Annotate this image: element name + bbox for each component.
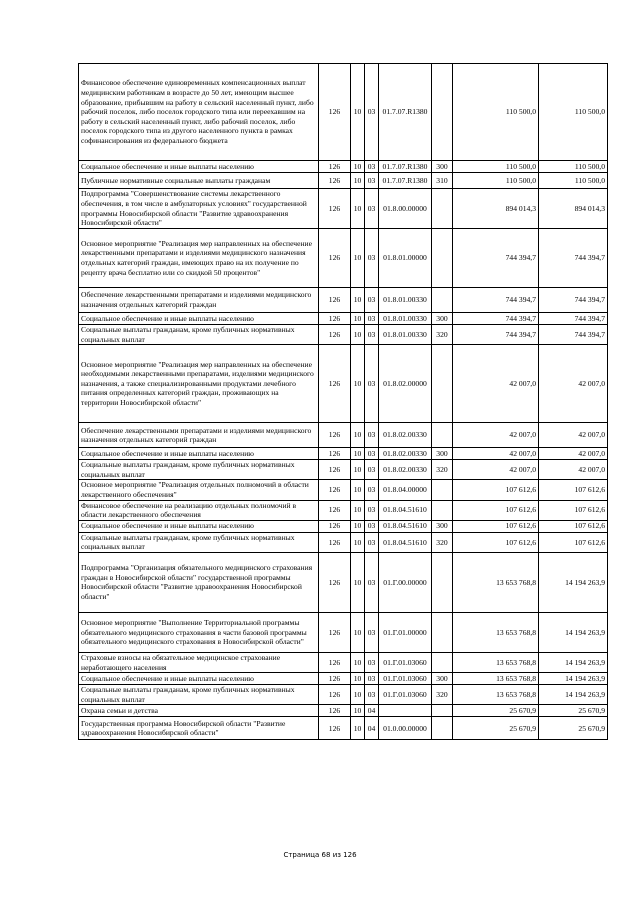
page-number: Страница 68 из 126 (283, 851, 357, 859)
row-sum-year-2: 107 612,6 (539, 532, 608, 552)
table-row (79, 288, 608, 313)
table-row (79, 705, 608, 717)
row-sum-year-2: 14 194 263,9 (539, 612, 608, 652)
row-subsection-code: 03 (365, 173, 379, 189)
row-sum-year-2: 107 612,6 (539, 480, 608, 500)
row-sum-year-2: 14 194 263,9 (539, 652, 608, 672)
row-section-code: 10 (351, 189, 365, 229)
row-ved-code: 126 (319, 552, 351, 612)
row-subsection-code: 03 (365, 313, 379, 325)
row-sum-year-1: 42 007,0 (453, 448, 539, 460)
row-name: Основное мероприятие "Выполнение Территориальной программы обязательного медицинского страхования в части базовой программы обязательного медицинского страхования в Новосибирской области" (79, 612, 319, 652)
row-sum-year-1: 42 007,0 (453, 345, 539, 423)
row-subsection-code: 04 (365, 705, 379, 717)
row-expense-type (432, 189, 453, 229)
row-sum-year-1: 110 500,0 (453, 161, 539, 173)
row-name: Социальные выплаты гражданам, кроме публичных нормативных социальных выплат (79, 532, 319, 552)
table-row (79, 520, 608, 532)
row-ved-code: 126 (319, 423, 351, 448)
table-row (79, 552, 608, 612)
row-ved-code: 126 (319, 612, 351, 652)
row-name: Социальное обеспечение и иные выплаты населению (79, 313, 319, 325)
row-sum-year-2: 107 612,6 (539, 500, 608, 520)
row-section-code: 10 (351, 448, 365, 460)
row-subsection-code: 03 (365, 448, 379, 460)
table-row (79, 161, 608, 173)
row-sum-year-2: 110 500,0 (539, 64, 608, 161)
row-expense-type (432, 229, 453, 288)
row-expense-type (432, 345, 453, 423)
row-ved-code: 126 (319, 500, 351, 520)
row-expense-type: 320 (432, 532, 453, 552)
table-row (79, 423, 608, 448)
row-target-article: 01.Г.01.03060 (379, 652, 432, 672)
row-subsection-code: 03 (365, 552, 379, 612)
row-sum-year-1: 25 670,9 (453, 717, 539, 740)
row-ved-code: 126 (319, 173, 351, 189)
row-name: Обеспечение лекарственными препаратами и изделиями медицинского назначения отдельных категорий граждан (79, 423, 319, 448)
row-section-code: 10 (351, 673, 365, 685)
table-row (79, 500, 608, 520)
row-sum-year-1: 744 394,7 (453, 313, 539, 325)
row-ved-code: 126 (319, 480, 351, 500)
table-row (79, 325, 608, 345)
row-sum-year-2: 110 500,0 (539, 173, 608, 189)
row-subsection-code: 03 (365, 652, 379, 672)
row-ved-code: 126 (319, 717, 351, 740)
row-target-article: 01.Г.00.00000 (379, 552, 432, 612)
row-subsection-code: 03 (365, 161, 379, 173)
row-section-code: 10 (351, 460, 365, 480)
row-sum-year-2: 744 394,7 (539, 288, 608, 313)
row-section-code: 10 (351, 612, 365, 652)
row-name: Подпрограмма "Организация обязательного медицинского страхования граждан в Новосибирской области" государственной программы Новосибирской области "Развитие здравоохранения Новосибирской области" (79, 552, 319, 612)
row-sum-year-1: 107 612,6 (453, 500, 539, 520)
row-section-code: 10 (351, 705, 365, 717)
row-subsection-code: 03 (365, 520, 379, 532)
row-expense-type (432, 480, 453, 500)
row-section-code: 10 (351, 229, 365, 288)
row-section-code: 10 (351, 532, 365, 552)
row-sum-year-1: 42 007,0 (453, 460, 539, 480)
row-section-code: 10 (351, 288, 365, 313)
row-sum-year-2: 107 612,6 (539, 520, 608, 532)
row-target-article: 01.7.07.R1380 (379, 64, 432, 161)
table-row (79, 448, 608, 460)
row-name: Подпрограмма "Совершенствование системы лекарственного обеспечения, в том числе в амбулаторных условиях" государственной программы Новосибирской области "Развитие здравоохранения Новосибирской области" (79, 189, 319, 229)
table-row (79, 612, 608, 652)
row-expense-type (432, 652, 453, 672)
row-expense-type: 310 (432, 173, 453, 189)
row-name: Социальное обеспечение и иные выплаты населению (79, 673, 319, 685)
row-sum-year-2: 744 394,7 (539, 229, 608, 288)
row-ved-code: 126 (319, 229, 351, 288)
table-row (79, 173, 608, 189)
row-target-article: 01.Г.01.03060 (379, 685, 432, 705)
row-sum-year-1: 13 653 768,8 (453, 612, 539, 652)
row-target-article: 01.7.07.R1380 (379, 161, 432, 173)
row-section-code: 10 (351, 652, 365, 672)
row-ved-code: 126 (319, 673, 351, 685)
row-expense-type: 300 (432, 673, 453, 685)
row-section-code: 10 (351, 423, 365, 448)
row-sum-year-1: 107 612,6 (453, 520, 539, 532)
budget-table (78, 63, 608, 740)
row-target-article: 01.8.01.00000 (379, 229, 432, 288)
row-subsection-code: 03 (365, 500, 379, 520)
row-target-article: 01.8.01.00330 (379, 288, 432, 313)
table-row (79, 64, 608, 161)
row-target-article: 01.8.04.51610 (379, 532, 432, 552)
row-target-article: 01.8.01.00330 (379, 313, 432, 325)
row-sum-year-1: 107 612,6 (453, 480, 539, 500)
row-ved-code: 126 (319, 685, 351, 705)
table-row (79, 532, 608, 552)
row-sum-year-1: 744 394,7 (453, 229, 539, 288)
row-name: Финансовое обеспечение единовременных компенсационных выплат медицинским работникам в возрасте до 50 лет, имеющим высшее образование, прибывшим на работу в сельский населенный пункт, либо рабочий поселок, либо поселок городского типа или переехавшим на работу в сельский населенный пункт, либо рабочий поселок, либо поселок городского типа из другого населенного пункта в рамках софинансирования из федерального бюджета (79, 64, 319, 161)
row-expense-type: 320 (432, 685, 453, 705)
row-name: Охрана семьи и детства (79, 705, 319, 717)
row-section-code: 10 (351, 500, 365, 520)
row-name: Социальные выплаты гражданам, кроме публичных нормативных социальных выплат (79, 460, 319, 480)
table-row (79, 480, 608, 500)
row-sum-year-2: 42 007,0 (539, 423, 608, 448)
row-name: Основное мероприятие "Реализация отдельных полномочий в области лекарственного обеспечения" (79, 480, 319, 500)
row-section-code: 10 (351, 480, 365, 500)
row-sum-year-1: 744 394,7 (453, 288, 539, 313)
row-sum-year-1: 42 007,0 (453, 423, 539, 448)
row-sum-year-1: 25 670,9 (453, 705, 539, 717)
row-sum-year-2: 894 014,3 (539, 189, 608, 229)
row-ved-code: 126 (319, 288, 351, 313)
row-section-code: 10 (351, 64, 365, 161)
row-ved-code: 126 (319, 313, 351, 325)
row-expense-type: 300 (432, 520, 453, 532)
row-expense-type (432, 500, 453, 520)
row-sum-year-2: 110 500,0 (539, 161, 608, 173)
row-section-code: 10 (351, 325, 365, 345)
row-expense-type (432, 288, 453, 313)
row-subsection-code: 03 (365, 673, 379, 685)
row-subsection-code: 04 (365, 717, 379, 740)
row-sum-year-1: 744 394,7 (453, 325, 539, 345)
row-name: Обеспечение лекарственными препаратами и изделиями медицинского назначения отдельных категорий граждан (79, 288, 319, 313)
row-sum-year-2: 744 394,7 (539, 313, 608, 325)
row-sum-year-2: 42 007,0 (539, 345, 608, 423)
row-name: Основное мероприятие "Реализация мер направленных на обеспечение необходимыми лекарственными препаратами, изделиями медицинского назначения, а также специализированными продуктами лечебного питания определенных категорий граждан, проживающих на территории Новосибирской области" (79, 345, 319, 423)
row-target-article: 01.8.01.00330 (379, 325, 432, 345)
row-section-code: 10 (351, 717, 365, 740)
row-name: Социальное обеспечение и иные выплаты населению (79, 520, 319, 532)
row-expense-type (432, 552, 453, 612)
row-ved-code: 126 (319, 448, 351, 460)
row-sum-year-2: 42 007,0 (539, 460, 608, 480)
row-target-article: 01.0.00.00000 (379, 717, 432, 740)
row-expense-type: 300 (432, 313, 453, 325)
row-subsection-code: 03 (365, 325, 379, 345)
row-expense-type: 320 (432, 325, 453, 345)
row-target-article: 01.7.07.R1380 (379, 173, 432, 189)
row-expense-type: 300 (432, 161, 453, 173)
row-expense-type: 320 (432, 460, 453, 480)
row-section-code: 10 (351, 520, 365, 532)
row-ved-code: 126 (319, 532, 351, 552)
row-sum-year-2: 25 670,9 (539, 705, 608, 717)
row-section-code: 10 (351, 685, 365, 705)
row-section-code: 10 (351, 313, 365, 325)
row-section-code: 10 (351, 345, 365, 423)
row-ved-code: 126 (319, 705, 351, 717)
table-row (79, 189, 608, 229)
row-ved-code: 126 (319, 652, 351, 672)
row-subsection-code: 03 (365, 189, 379, 229)
row-name: Социальные выплаты гражданам, кроме публичных нормативных социальных выплат (79, 325, 319, 345)
row-sum-year-1: 13 653 768,8 (453, 652, 539, 672)
row-subsection-code: 03 (365, 229, 379, 288)
row-name: Основное мероприятие "Реализация мер направленных на обеспечение лекарственными препаратами и изделиями медицинского назначения отдельных категорий граждан, имеющих право на их получение по рецепту врача бесплатно или со скидкой 50 процентов" (79, 229, 319, 288)
row-sum-year-1: 110 500,0 (453, 173, 539, 189)
row-name: Государственная программа Новосибирской области "Развитие здравоохранения Новосибирской области" (79, 717, 319, 740)
row-sum-year-1: 13 653 768,8 (453, 673, 539, 685)
row-name: Социальное обеспечение и иные выплаты населению (79, 448, 319, 460)
row-sum-year-1: 13 653 768,8 (453, 552, 539, 612)
row-sum-year-1: 107 612,6 (453, 532, 539, 552)
row-ved-code: 126 (319, 161, 351, 173)
table-row (79, 717, 608, 740)
row-ved-code: 126 (319, 189, 351, 229)
table-row (79, 229, 608, 288)
budget-table-body (79, 64, 608, 740)
row-subsection-code: 03 (365, 288, 379, 313)
row-target-article: 01.8.02.00000 (379, 345, 432, 423)
row-target-article: 01.Г.01.00000 (379, 612, 432, 652)
row-subsection-code: 03 (365, 460, 379, 480)
row-name: Публичные нормативные социальные выплаты гражданам (79, 173, 319, 189)
row-subsection-code: 03 (365, 532, 379, 552)
row-ved-code: 126 (319, 325, 351, 345)
table-row (79, 652, 608, 672)
row-target-article: 01.8.04.51610 (379, 500, 432, 520)
row-sum-year-1: 894 014,3 (453, 189, 539, 229)
row-sum-year-2: 744 394,7 (539, 325, 608, 345)
row-ved-code: 126 (319, 460, 351, 480)
row-target-article: 01.8.02.00330 (379, 423, 432, 448)
row-target-article: 01.8.04.51610 (379, 520, 432, 532)
row-sum-year-1: 110 500,0 (453, 64, 539, 161)
row-name: Социальное обеспечение и иные выплаты населению (79, 161, 319, 173)
row-expense-type (432, 423, 453, 448)
row-name: Страховые взносы на обязательное медицинское страхование неработающего населения (79, 652, 319, 672)
table-row (79, 460, 608, 480)
row-expense-type (432, 717, 453, 740)
table-row (79, 345, 608, 423)
row-subsection-code: 03 (365, 685, 379, 705)
row-ved-code: 126 (319, 64, 351, 161)
row-expense-type (432, 705, 453, 717)
row-subsection-code: 03 (365, 480, 379, 500)
row-sum-year-1: 13 653 768,8 (453, 685, 539, 705)
row-subsection-code: 03 (365, 612, 379, 652)
row-sum-year-2: 14 194 263,9 (539, 673, 608, 685)
row-ved-code: 126 (319, 345, 351, 423)
row-target-article: 01.8.04.00000 (379, 480, 432, 500)
row-target-article: 01.8.02.00330 (379, 448, 432, 460)
row-ved-code: 126 (319, 520, 351, 532)
row-subsection-code: 03 (365, 423, 379, 448)
row-section-code: 10 (351, 552, 365, 612)
row-target-article: 01.8.02.00330 (379, 460, 432, 480)
row-sum-year-2: 14 194 263,9 (539, 685, 608, 705)
row-sum-year-2: 42 007,0 (539, 448, 608, 460)
row-expense-type (432, 64, 453, 161)
row-name: Социальные выплаты гражданам, кроме публичных нормативных социальных выплат (79, 685, 319, 705)
row-expense-type (432, 612, 453, 652)
row-target-article: 01.8.00.00000 (379, 189, 432, 229)
row-name: Финансовое обеспечение на реализацию отдельных полномочий в области лекарственного обеспечения (79, 500, 319, 520)
row-subsection-code: 03 (365, 345, 379, 423)
row-subsection-code: 03 (365, 64, 379, 161)
row-section-code: 10 (351, 173, 365, 189)
row-target-article: 01.Г.01.03060 (379, 673, 432, 685)
row-target-article (379, 705, 432, 717)
row-section-code: 10 (351, 161, 365, 173)
table-row (79, 673, 608, 685)
row-expense-type: 300 (432, 448, 453, 460)
table-row (79, 313, 608, 325)
row-sum-year-2: 25 670,9 (539, 717, 608, 740)
row-sum-year-2: 14 194 263,9 (539, 552, 608, 612)
table-row (79, 685, 608, 705)
